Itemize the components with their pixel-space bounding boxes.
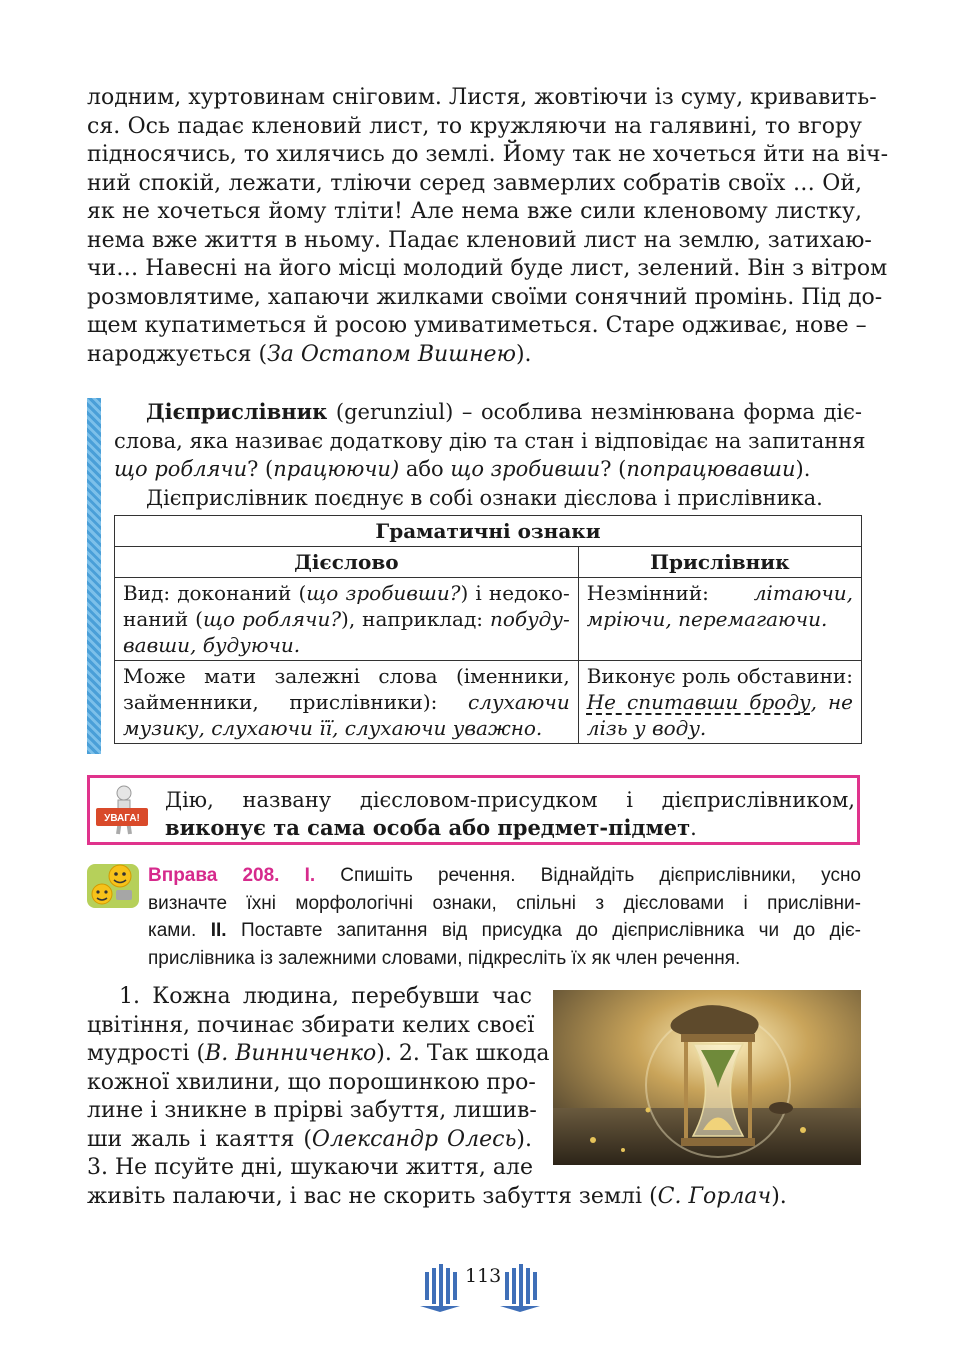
text-line: як не хочеться йому тліти! Але нема вже сили кленовому листку, (87, 199, 862, 224)
exercise-emoji-icon (86, 858, 140, 912)
rule-box (87, 398, 866, 754)
table-row (115, 578, 862, 661)
rule-definition (114, 398, 866, 512)
column-header-verb: Дієслово (115, 547, 579, 578)
table-cell: Вид: доконаний (що зробивши?) і недоко- наний (що роблячи?), наприклад: побуду- вавши, будуючи. (115, 578, 579, 661)
table-cell: Виконує роль обставини: Не спитавши броду, не лізь у воду. (578, 661, 861, 744)
text-line: ся. Ось падає кленовий лист, то кружляючи на галявині, то вгору (87, 113, 862, 139)
text-line: що роблячи? (працюючи) або що зробивши? (попрацювавши). (114, 457, 811, 481)
exercise-instruction: Вправа 208. I. Спишіть речення. Віднайдіть дієприслівники, усно визначте їхні морфологічні ознаки, спільні з дієсловами і прислівни- ками. II. Поставте запитання від присудка до дієприслівника чи до діє- прислівника із залежними словами, підкресліть їх як член речення. (148, 865, 861, 969)
table-header: Граматичні ознаки (115, 516, 862, 547)
text-line: народжується (За Остапом Вишнею). (87, 341, 532, 367)
table-cell: Незмінний: літаючи, мріючи, перемагаючи. (578, 578, 861, 661)
exercise-sentences: 1. Кожна людина, перебувши час цвітіння, починає збирати келих своєї мудрості (В. Винниченко). 2. Так шкода кожної хвилини, що порошинкою про- лине і зникне в прірві забуття, лишив- ши жаль і каяття (Олександр Олесь). 3. Не псуйте дні, шукаючи життя, але живіть палаючи, і вас не скорить забуття землі (С. Горлач). (87, 984, 787, 1209)
text-line: ний спокій, лежати, тліючи серед завмерлих собратів своїх … Ой, (87, 170, 862, 196)
svg-text:УВАГА!: УВАГА! (104, 813, 140, 824)
table-cell: Може мати залежні слова (іменники, займенники, прислівники): слухаючи музику, слухаючи її, слухаючи уважно. (115, 661, 579, 744)
exercise-number: Вправа 208. I. (148, 865, 316, 886)
column-header-adverb: Прислівник (578, 547, 861, 578)
rule-side-bar (87, 398, 101, 754)
text-line: підносячись, то хилячись до землі. Йому так не хочеться йти на віч- (87, 142, 889, 167)
text-line: лодним, хуртовинам сніговим. Листя, жовтіючи із суму, кривавить- (87, 85, 877, 110)
text-line: розмовлятиме, хапаючи жилками своїми сонячний промінь. Під до- (87, 284, 883, 310)
text-line: щем купатиметься й росою умиватиметься. Старе одживає, нове – (87, 313, 867, 338)
grammar-table (114, 515, 862, 744)
text-line: нема вже життя в ньому. Падає кленовий лист на землю, затихаю- (87, 227, 872, 253)
attention-text: Дію, названу дієсловом-присудком і дієприслівником, виконує та сама особа або предмет-підмет. (165, 788, 855, 840)
example-underlined: Не спитавши броду (586, 690, 811, 714)
attention-box (87, 775, 860, 845)
text-line: Дієприслівник (gerunziul) – особлива незмінювана форма діє- (146, 399, 862, 424)
page-number: 113 (465, 1265, 502, 1287)
rule-term: Дієприслівник (146, 399, 328, 424)
text-line: слова, яка називає додаткову дію та стан і відповідає на запитання (114, 428, 866, 453)
text-line: чи… Навесні на його місці молодий буде лист, зелений. Він з вітром (87, 256, 888, 281)
intro-paragraph (87, 84, 889, 369)
text-line: Дієприслівник поєднує в собі ознаки дієслова і прислівника. (146, 485, 823, 510)
table-row (115, 661, 862, 744)
attention-sign-icon (94, 784, 152, 840)
hourglass-illustration (553, 990, 861, 1165)
author-citation: За Остапом Вишнею (267, 341, 516, 367)
